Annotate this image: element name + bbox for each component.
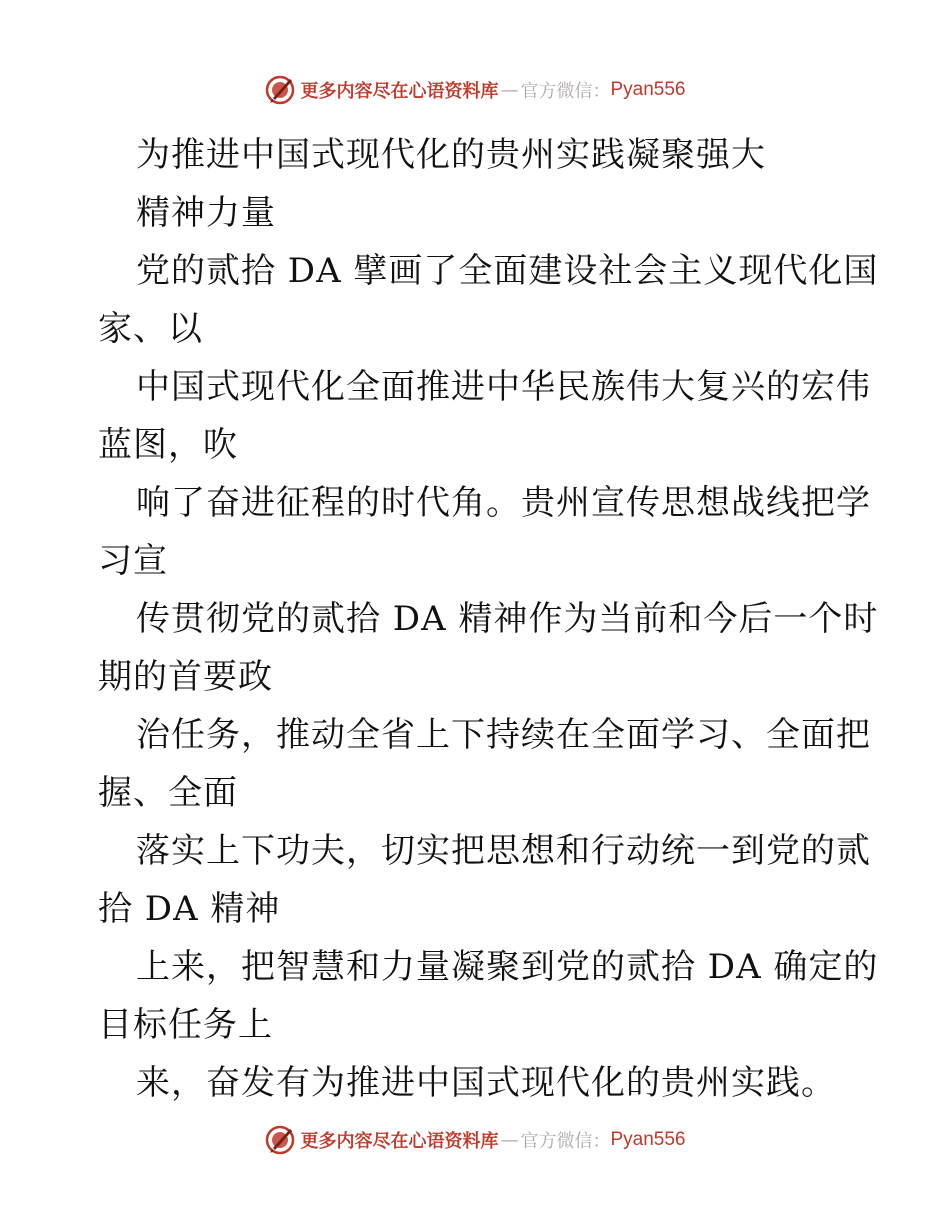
body-line: 党的贰拾 DA 擘画了全面建设社会主义现代化国 [136, 251, 879, 291]
pen-seal-logo-icon [264, 74, 296, 106]
body-line: 落实上下功夫，切实把思想和行动统一到党的贰 [136, 831, 871, 871]
body-line: 习宣 [98, 541, 168, 581]
body-line: 治任务，推动全省上下持续在全面学习、全面把 [136, 715, 871, 755]
body-line: 握、全面 [98, 773, 238, 813]
body-line: 传贯彻党的贰拾 DA 精神作为当前和今后一个时 [136, 599, 879, 639]
banner-wechat-id: Pyan556 [610, 79, 686, 100]
body-line: 精神力量 [136, 193, 276, 233]
body-line: 中国式现代化全面推进中华民族伟大复兴的宏伟 [136, 367, 871, 407]
header-watermark-banner [0, 70, 950, 110]
banner-text: 更多内容尽在心语资料库 [300, 81, 499, 102]
banner-official-label: 官方微信： [520, 1131, 611, 1152]
body-line: 期的首要政 [98, 657, 273, 697]
banner-dash: — [500, 1129, 519, 1151]
body-line: 响了奋进征程的时代角。贵州宣传思想战线把学 [136, 483, 871, 523]
banner-official-label: 官方微信： [520, 81, 611, 102]
pen-seal-logo-icon [264, 1124, 296, 1156]
body-line: 来，奋发有为推进中国式现代化的贵州实践。 [136, 1063, 836, 1103]
footer-watermark-banner [0, 1120, 950, 1160]
banner-dash: — [500, 79, 519, 101]
banner-wechat-id: Pyan556 [610, 1129, 686, 1150]
body-line: 上来，把智慧和力量凝聚到党的贰拾 DA 确定的 [136, 947, 879, 987]
banner-text: 更多内容尽在心语资料库 [300, 1131, 499, 1152]
body-line: 拾 DA 精神 [98, 889, 281, 929]
document-body [98, 126, 879, 1112]
body-line: 为推进中国式现代化的贵州实践凝聚强大 [136, 135, 766, 175]
body-line: 家、以 [98, 309, 203, 349]
body-line: 目标任务上 [98, 1005, 273, 1045]
body-line: 蓝图，吹 [98, 425, 238, 465]
